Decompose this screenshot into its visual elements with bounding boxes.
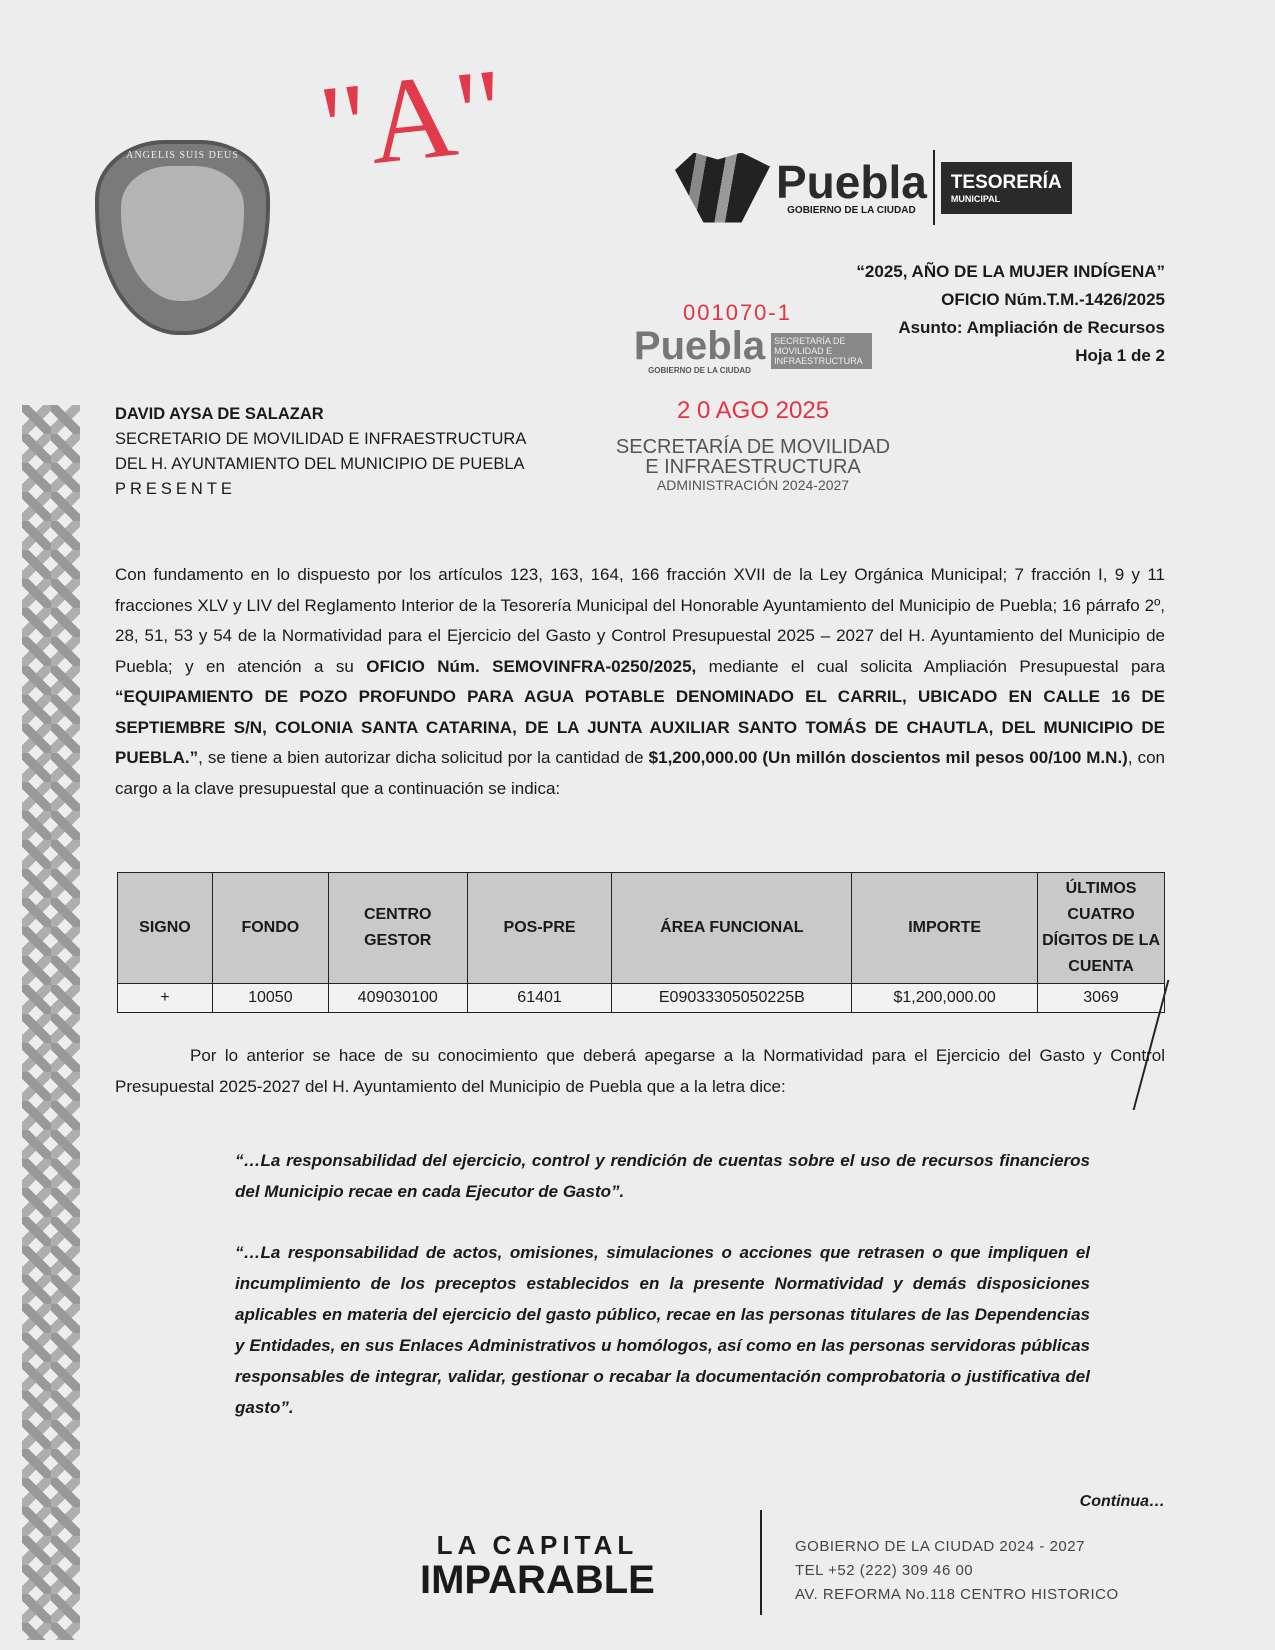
handwritten-mark: "A": [313, 42, 512, 195]
table-row: [118, 984, 1165, 1013]
municipal-seal: [95, 140, 270, 335]
seal-castle-icon: [121, 166, 244, 301]
logo-subtitle: GOBIERNO DE LA CIUDAD: [787, 205, 916, 216]
presente: PRESENTE: [115, 480, 236, 498]
logo-dept-sub: MUNICIPAL: [950, 193, 1001, 204]
slogan-line1: LA CAPITAL: [436, 1530, 639, 1560]
col-header: ÚLTIMOS CUATRO DÍGITOS DE LA CUENTA: [1038, 873, 1165, 984]
col-header: POS-PRE: [467, 873, 612, 984]
cell-signo: +: [118, 984, 213, 1013]
footer-address: AV. REFORMA No.118 CENTRO HISTORICO: [795, 1586, 1119, 1603]
puebla-tesoreria-logo: [675, 150, 1072, 225]
stamp-line2: E INFRAESTRUCTURA: [645, 456, 861, 478]
stamp-brand-sub: GOBIERNO DE LA CIUDAD: [648, 366, 751, 375]
cell-pos-pre: 61401: [467, 984, 612, 1013]
stamp-folio: 001070-1: [683, 300, 792, 325]
stamp-line3: ADMINISTRACIÓN 2024-2027: [656, 477, 850, 493]
stamp-brand: Puebla: [633, 324, 766, 368]
logo-dept: TESORERÍA: [950, 171, 1062, 193]
addressee-name: DAVID AYSA DE SALAZAR: [115, 405, 324, 423]
amount: $1,200,000.00 (Un millón doscientos mil pesos 00/100 M.N.): [648, 748, 1128, 767]
p1-text: , con cargo a la clave presupuestal que a continuación se indica:: [115, 748, 1165, 798]
p1-text: Con fundamento en lo dispuesto por los artículos 123, 163, 164, 166 fracción XVII de la Ley Orgánica Municipal; 7 fracción I, 9 y 11 fracciones XLV y LIV del Reglamento Interior de la Tesorería Municipal del Honorable Ayuntamiento del Municipio de Puebla; 16 párrafo 2º, 28, 51, 53 y 54 de la Normatividad para el Ejercicio del Gasto y Control Presupuestal 2025 – 2027 del H. Ayuntamiento del Municipio de Puebla; y en atención a su: [115, 565, 1165, 676]
continua-label: Continua…: [1079, 1493, 1165, 1510]
col-header: FONDO: [212, 873, 328, 984]
addressee-institution: DEL H. AYUNTAMIENTO DEL MUNICIPIO DE PUEBLA: [115, 455, 525, 473]
request-oficio: OFICIO Núm. SEMOVINFRA-0250/2025,: [366, 656, 697, 676]
footer-divider: [760, 1510, 762, 1615]
budget-table: [117, 872, 1165, 1013]
col-header: SIGNO: [118, 873, 213, 984]
stamp-line1: SECRETARÍA DE MOVILIDAD: [615, 436, 891, 458]
cell-area-funcional: E09033305050225B: [612, 984, 852, 1013]
p1-text: mediante el cual solicita Ampliación Presupuestal para: [696, 656, 1165, 676]
project-name: “EQUIPAMIENTO DE POZO PROFUNDO PARA AGUA POTABLE DENOMINADO EL CARRIL, UBICADO EN CALLE 16 DE SEPTIEMBRE S/N, COLONIA SANTA CATARINA, DE LA JUNTA AUXILIAR SANTO TOMÁS DE CHAUTLA, DEL MUNICIPIO DE PUEBLA.”: [115, 687, 1165, 767]
cell-importe: $1,200,000.00: [852, 984, 1038, 1013]
footer-contact: [795, 1535, 1119, 1607]
logo-divider: [933, 150, 935, 225]
footer-slogan-logo: [420, 1530, 655, 1602]
stamp-dept: SECRETARÍA DE MOVILIDAD E INFRAESTRUCTURA: [771, 333, 872, 369]
p1-text: , se tiene a bien autorizar dicha solicitud por la cantidad de: [198, 748, 649, 767]
motto: “2025, AÑO DE LA MUJER INDÍGENA”: [856, 262, 1165, 281]
addressee-block: [115, 402, 526, 502]
footer-gov: GOBIERNO DE LA CIUDAD 2024 - 2027: [795, 1538, 1085, 1555]
slogan-line2: IMPARABLE: [420, 1558, 655, 1602]
quote-1: “…La responsabilidad del ejercicio, control y rendición de cuentas sobre el uso de recursos financieros del Municipio recae en cada Ejecutor de Gasto”.: [235, 1151, 1090, 1201]
table-header-row: [118, 873, 1165, 984]
seal-text: ANGELIS SUIS DEUS: [126, 150, 239, 161]
subject: Asunto: Ampliación de Recursos: [898, 318, 1165, 337]
addressee-title: SECRETARIO DE MOVILIDAD E INFRAESTRUCTURA: [115, 430, 527, 448]
cell-cuenta: 3069: [1038, 984, 1165, 1013]
cell-fondo: 10050: [212, 984, 328, 1013]
cell-centro-gestor: 409030100: [328, 984, 467, 1013]
decorative-border: [22, 405, 80, 1640]
col-header: ÁREA FUNCIONAL: [612, 873, 852, 984]
col-header: CENTRO GESTOR: [328, 873, 467, 984]
col-header: IMPORTE: [852, 873, 1038, 984]
stamp-date: 2 0 AGO 2025: [676, 397, 830, 424]
reception-stamp: [588, 300, 918, 493]
oficio-number: OFICIO Núm.T.M.-1426/2025: [941, 290, 1165, 309]
main-paragraph: [115, 560, 1165, 804]
page-indicator: Hoja 1 de 2: [1075, 346, 1165, 365]
logo-brand: Puebla: [776, 156, 927, 208]
logo-art-icon: [675, 153, 770, 223]
second-paragraph: Por lo anterior se hace de su conocimiento que deberá apegarse a la Normatividad para el Ejercicio del Gasto y Control Presupuestal 2025-2027 del H. Ayuntamiento del Municipio de Puebla que a la letra dice:: [115, 1046, 1165, 1096]
footer-tel: TEL +52 (222) 309 46 00: [795, 1562, 974, 1579]
quote-2: “…La responsabilidad de actos, omisiones, simulaciones o acciones que retrasen o que impliquen el incumplimiento de los preceptos establecidos en la presente Normatividad y demás disposiciones aplicables en materia del ejercicio del gasto público, recae en las personas titulares de las Dependencias y Entidades, en sus Enlaces Administrativos u homólogos, así como en las personas servidoras públicas responsables de integrar, validar, gestionar o recabar la documentación comprobatoria o justificativa del gasto”.: [235, 1243, 1090, 1417]
